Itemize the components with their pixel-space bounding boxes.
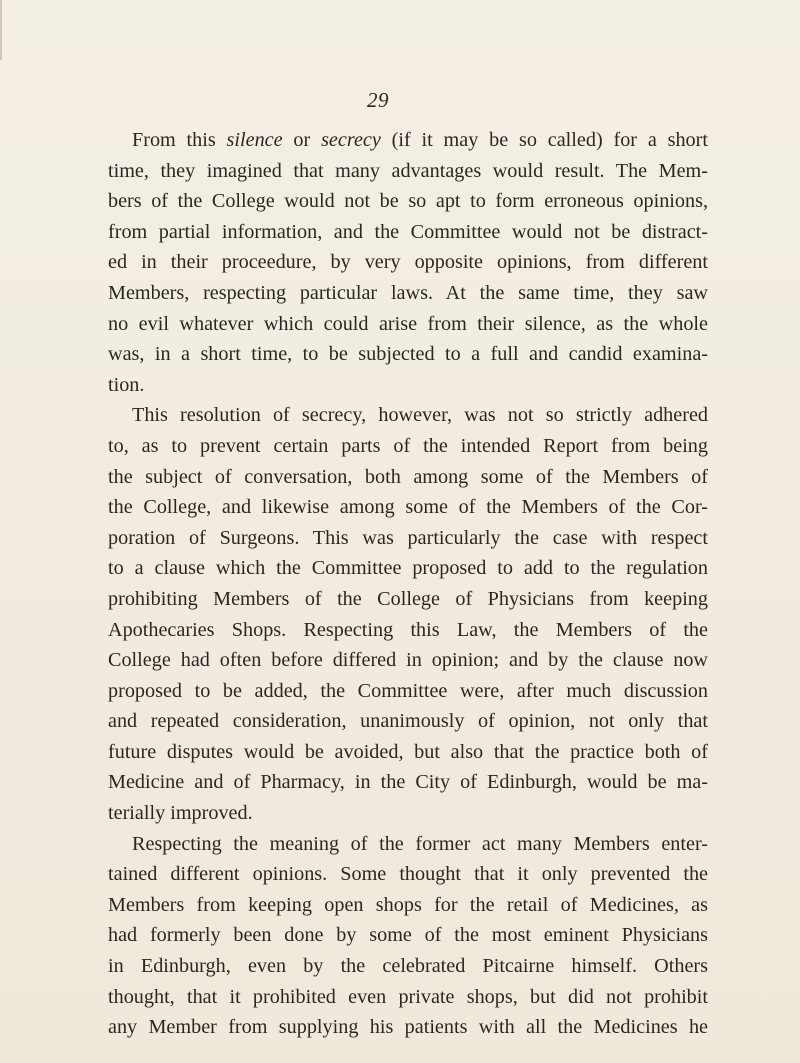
- text-segment: thought, that it prohibited even private shops, but did not prohibit: [108, 985, 708, 1008]
- text-line: [108, 890, 708, 921]
- text-segment: was, in a short time, to be subjected to a full and candid examina-: [108, 343, 708, 366]
- text-segment: in Edinburgh, even by the celebrated Pitcairne himself. Others: [108, 955, 708, 978]
- text-segment: Members, respecting particular laws. At the same time, they saw: [108, 281, 708, 304]
- text-line: [108, 186, 708, 217]
- text-segment: the subject of conversation, both among some of the Members of: [108, 465, 708, 488]
- text-line: [108, 247, 708, 278]
- text-segment: time, they imagined that many advantages would result. The Mem-: [108, 159, 708, 182]
- text-segment: ed in their proceedure, by very opposite opinions, from different: [108, 251, 708, 274]
- text-line: [108, 737, 708, 768]
- text-line: [108, 829, 708, 860]
- text-line: [108, 584, 708, 615]
- italic-word: silence: [226, 129, 283, 151]
- text-line: [108, 798, 708, 829]
- text-segment: tained different opinions. Some thought that it only prevented the: [108, 863, 708, 886]
- text-segment: to a clause which the Committee proposed to add to the regulation: [108, 557, 708, 580]
- text-line: [108, 676, 708, 707]
- text-segment: proposed to be added, the Committee were, after much discussion: [108, 679, 708, 702]
- text-segment: no evil whatever which could arise from their silence, as the whole: [108, 312, 708, 335]
- text-segment: any Member from supplying his patients with all the Medicines he: [108, 1016, 708, 1039]
- text-segment: from partial information, and the Committee would not be distract-: [108, 220, 708, 243]
- text-segment: poration of Surgeons. This was particularly the case with respect: [108, 526, 708, 549]
- text-segment: bers of the College would not be so apt to form erroneous opinions,: [108, 190, 708, 213]
- text-segment: This resolution of secrecy, however, was not so strictly adhered: [132, 404, 708, 427]
- text-segment: Members from keeping open shops for the retail of Medicines, as: [108, 893, 708, 916]
- text-line: [108, 125, 708, 156]
- text-line: [108, 615, 708, 646]
- text-segment: future disputes would be avoided, but also that the practice both of: [108, 740, 708, 763]
- text-line: [108, 523, 708, 554]
- text-segment: to, as to prevent certain parts of the intended Report from being: [108, 434, 708, 457]
- text-segment: Apothecaries Shops. Respecting this Law, the Members of the: [108, 618, 708, 641]
- text-line: [108, 462, 708, 493]
- text-segment: the College, and likewise among some of the Members of the Cor-: [108, 496, 708, 519]
- text-line: [108, 951, 708, 982]
- text-segment: From this: [132, 129, 227, 151]
- text-line: [108, 859, 708, 890]
- text-line: [108, 309, 708, 340]
- page-edge-mark: [0, 0, 2, 60]
- text-line: [108, 706, 708, 737]
- text-line: [108, 767, 708, 798]
- text-line: [108, 217, 708, 248]
- text-segment: prohibiting Members of the College of Physicians from keeping: [108, 587, 708, 610]
- text-line: [108, 431, 708, 462]
- text-line: [108, 553, 708, 584]
- text-line: [108, 156, 708, 187]
- text-line: [108, 982, 708, 1013]
- text-segment: Medicine and of Pharmacy, in the City of Edinburgh, would be ma-: [108, 771, 708, 794]
- text-line: [108, 1012, 708, 1043]
- text-line: [108, 370, 708, 401]
- text-segment: or: [282, 129, 322, 151]
- text-segment: Respecting the meaning of the former act many Members enter-: [132, 832, 708, 855]
- text-line: [108, 492, 708, 523]
- text-segment: (if it may be so called) for a short: [380, 129, 708, 151]
- text-line: [108, 920, 708, 951]
- text-line: [108, 278, 708, 309]
- text-line: [108, 645, 708, 676]
- text-segment: College had often before differed in opinion; and by the clause now: [108, 649, 708, 672]
- text-line: [108, 400, 708, 431]
- page-number: 29: [367, 88, 389, 112]
- text-segment: and repeated consideration, unanimously of opinion, not only that: [108, 710, 708, 733]
- italic-word: secrecy: [321, 129, 381, 151]
- body-text: [108, 125, 708, 1043]
- text-segment: terially improved.: [108, 802, 253, 825]
- text-segment: tion.: [108, 373, 145, 396]
- text-segment: had formerly been done by some of the most eminent Physicians: [108, 924, 708, 947]
- text-line: [108, 339, 708, 370]
